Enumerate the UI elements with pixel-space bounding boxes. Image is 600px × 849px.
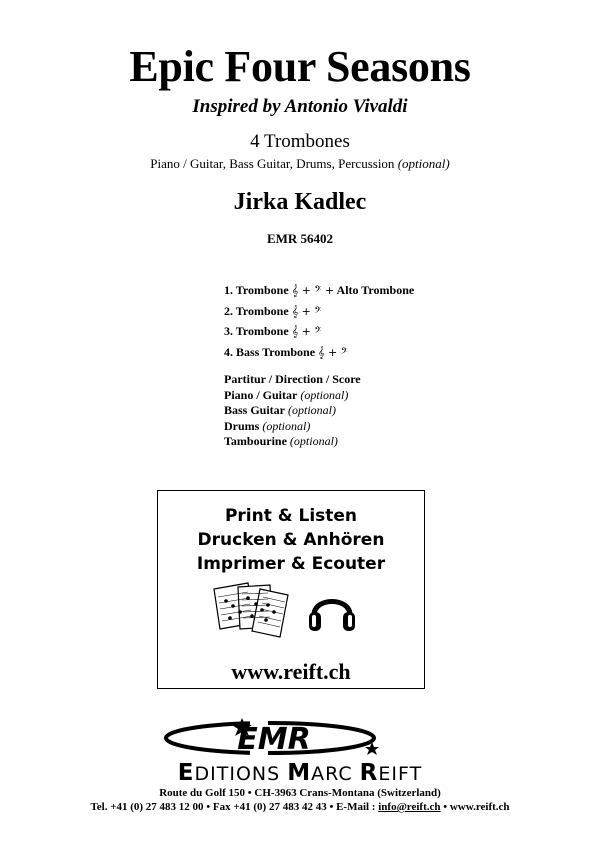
clef-icon: 𝄞 + 𝄢 + xyxy=(291,284,335,297)
part-line xyxy=(224,322,414,343)
score-item-label: Bass Guitar xyxy=(224,403,286,417)
part-extra: Alto Trombone xyxy=(336,283,415,297)
score-item-label: Drums xyxy=(224,418,260,433)
edition-number: EMR 56402 xyxy=(266,231,334,246)
sheet-music-icon xyxy=(208,579,294,641)
clef-icon: 𝄞 + 𝄢 xyxy=(291,325,322,338)
parts-list xyxy=(224,281,414,363)
part-label: 1. Trombone xyxy=(224,283,289,297)
part-label: 3. Trombone xyxy=(224,324,289,338)
score-item xyxy=(224,388,361,404)
score-item xyxy=(224,419,361,435)
score-items-list xyxy=(224,372,361,450)
publisher-address: Route du Golf 150 • CH-3963 Crans-Montana (Switzerland) xyxy=(159,787,441,799)
part-label: 2. Trombone xyxy=(224,303,289,318)
promo-line-fr: Imprimer & Ecouter xyxy=(196,554,386,574)
emr-logo xyxy=(158,716,388,760)
publisher-name: EDITIONS MARC REIFT xyxy=(177,760,423,786)
accompaniment-text: Piano / Guitar, Bass Guitar, Drums, Percussion xyxy=(150,156,395,171)
promo-line-en: Print & Listen xyxy=(224,506,358,526)
part-label: 4. Bass Trombone xyxy=(224,344,316,359)
part-line xyxy=(224,343,414,364)
score-item-note: (optional) xyxy=(289,434,338,448)
score-item xyxy=(224,434,361,450)
part-line xyxy=(224,281,414,302)
score-subtitle: Inspired by Antonio Vivaldi xyxy=(192,96,408,117)
score-item-label: Tambourine xyxy=(224,434,287,448)
contact-prefix: Tel. +41 (0) 27 483 12 00 • Fax +41 (0) 27 483 42 43 • E-Mail : xyxy=(90,801,379,813)
publisher-contact xyxy=(0,800,600,814)
score-item-label: Piano / Guitar xyxy=(224,387,298,402)
email-link[interactable]: info@reift.ch xyxy=(378,801,441,813)
composer-name: Jirka Kadlec xyxy=(233,189,367,215)
logo-text: EMR xyxy=(237,722,311,757)
score-item-label: Partitur / Direction / Score xyxy=(224,372,361,386)
instrumentation: 4 Trombones xyxy=(250,131,350,152)
accompaniment-note: (optional) xyxy=(397,156,450,171)
clef-icon: 𝄞 + 𝄢 xyxy=(291,304,322,318)
score-item-note: (optional) xyxy=(300,387,349,402)
promo-line-de: Drucken & Anhören xyxy=(197,530,385,550)
score-item xyxy=(224,372,361,388)
part-line xyxy=(224,302,414,323)
print-listen-box xyxy=(157,490,425,689)
score-title: Epic Four Seasons xyxy=(129,42,471,91)
score-item xyxy=(224,403,361,419)
score-item-note: (optional) xyxy=(288,403,337,417)
headphones-icon xyxy=(306,585,358,637)
clef-icon: 𝄞 + 𝄢 xyxy=(318,345,348,359)
accompaniment-line xyxy=(0,156,600,172)
score-item-note: (optional) xyxy=(262,418,311,433)
promo-url: www.reift.ch xyxy=(231,659,351,684)
contact-suffix: • www.reift.ch xyxy=(440,801,510,813)
